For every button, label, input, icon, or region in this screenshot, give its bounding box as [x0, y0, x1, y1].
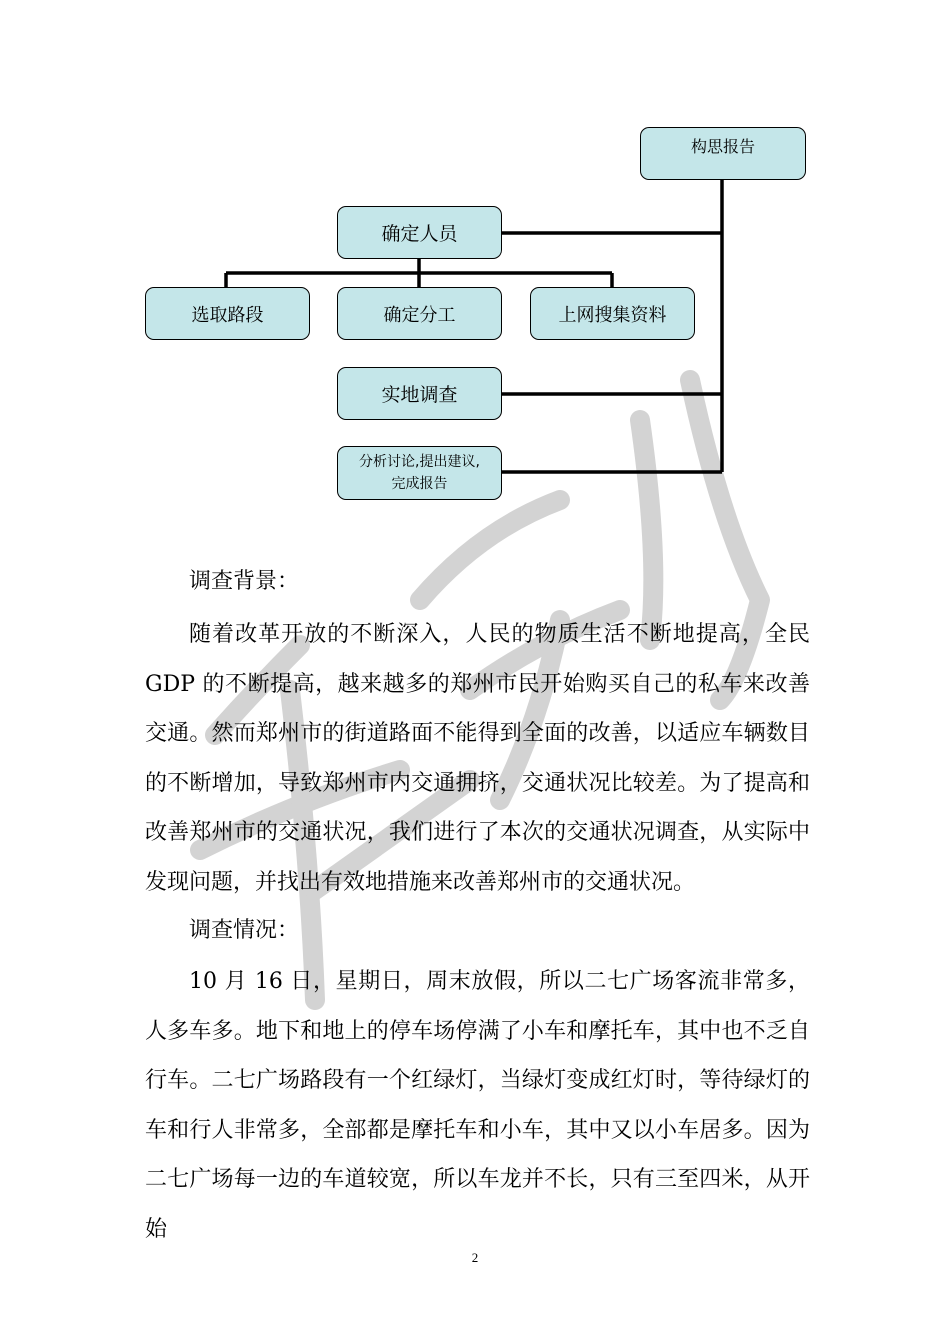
- situation-heading: 调查情况：: [189, 918, 300, 943]
- page-number: 2: [471, 1250, 479, 1265]
- analysis-box: [337, 446, 502, 500]
- assign-tasks-box: [337, 287, 502, 340]
- web-research-label: 上网搜集资料: [558, 304, 667, 326]
- analysis-label-line1: 分析讨论,提出建议,: [359, 454, 480, 470]
- select-road-box: [145, 287, 310, 340]
- background-heading: 调查背景：: [189, 569, 300, 594]
- concept-report-box: [640, 127, 806, 180]
- web-research-box: [530, 287, 695, 340]
- background-paragraph: 随着改革开放的不断深入，人民的物质生活不断地提高，全民 GDP 的不断提高，越来越多的郑州市民开始购买自己的私车来改善交通。然而郑州市的街道路面不能得到全面的改善，以适应车辆数目的不断增加，导致郑州市内交通拥挤，交通状况比较差。为了提高和改善郑州市的交通状况，我们进行了本次的交通状况调查，从实际中发现问题，并找出有效地措施来改善郑州市的交通状况。: [145, 622, 810, 895]
- select-road-label: 选取路段: [191, 304, 264, 326]
- assign-tasks-label: 确定分工: [383, 304, 456, 326]
- field-survey-box: [337, 367, 502, 420]
- situation-paragraph: 10 月 16 日，星期日，周末放假，所以二七广场客流非常多，人多车多。地下和地上的停车场停满了小车和摩托车，其中也不乏自行车。二七广场路段有一个红绿灯，当绿灯变成红灯时，等待绿灯的车和行人非常多，全部都是摩托车和小车，其中又以小车居多。因为二七广场每一边的车道较宽，所以车龙并不长，只有三至四米，从开始: [145, 969, 810, 1242]
- analysis-label-line2: 完成报告: [391, 476, 448, 492]
- concept-report-label: 构思报告: [690, 137, 755, 156]
- confirm-personnel-label: 确定人员: [381, 223, 458, 245]
- field-survey-label: 实地调查: [381, 384, 458, 406]
- confirm-personnel-box: [337, 206, 502, 259]
